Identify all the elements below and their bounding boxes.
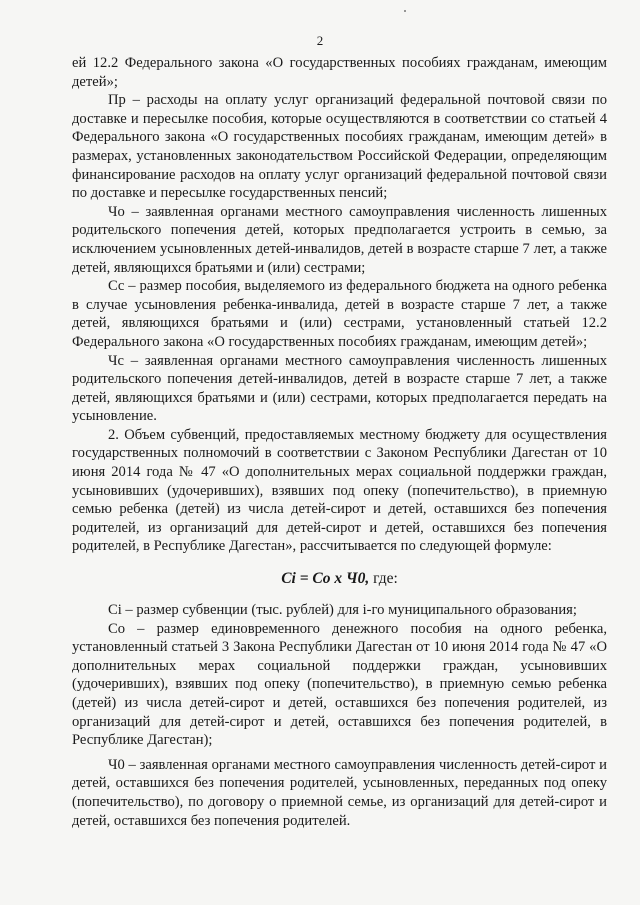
definition-ch0: Ч0 – заявленная органами местного самоуправления численность детей-сирот и детей, оставшихся без попечения родителей, усыновленных, переданных под опеку (попечительство), по договору о приемной семье, из организаций для детей-сирот и детей, оставшихся без попечения родителей.	[72, 756, 607, 829]
scan-speck	[404, 10, 406, 12]
paragraph-chc-definition: Чс – заявленная органами местного самоуправления численность лишенных родительского попечения детей-инвалидов, детей в возрасте старше 7 лет, а также детей, являющихся братьями и (или) сестрами, которых предполагается передать на усыновление.	[72, 352, 607, 425]
paragraph-section-2: 2. Объем субвенций, предоставляемых местному бюджету для осуществления государственных полномочий в соответствии с Законом Республики Дагестан от 10 июня 2014 года № 47 «О дополнительных мерах социальной поддержки граждан, усыновивших (удочеривших), взявших под опеку (попечительство), в приемную семью ребенка (детей) из числа детей-сирот и детей, оставшихся без попечения родителей, из организаций для детей-сирот и детей, оставшихся без попечения родителей, в Республике Дагестан», рассчитывается по следующей формуле:	[72, 426, 607, 555]
formula-expression: Ci = Co x Ч0,	[281, 570, 370, 588]
paragraph-continuation: ей 12.2 Федерального закона «О государственных пособиях гражданам, имеющим детей»;	[72, 55, 607, 90]
paragraph-cho-definition: Чо – заявленная органами местного самоуправления численность лишенных родительского попечения детей, которых предполагается устроить в семью, за исключением усыновленных детей-инвалидов, детей в возрасте старше 7 лет, а также детей, являющихся братьями и (или) сестрами;	[72, 203, 607, 276]
paragraph-pr-definition: Пр – расходы на оплату услуг организаций федеральной почтовой связи по доставке и пересылке пособия, которые осуществляются в соответствии со статьей 4 Федерального закона «О государственных пособиях гражданам, имеющим детей» в размерах, установленных законодательством Российской Федерации, определяющим финансирование расходов на оплату услуг организаций федеральной почтовой связи по доставке и пересылке государственных пенсий;	[72, 92, 607, 202]
definition-ci: Ci – размер субвенции (тыс. рублей) для i-го муниципального образования;	[108, 602, 577, 619]
page-number: 2	[316, 33, 324, 48]
paragraph-cc-definition: Сс – размер пособия, выделяемого из федерального бюджета на одного ребенка в случае усыновления ребенка-инвалида, детей в возрасте старше 7 лет, а также детей, являющихся братьями и (или) сестрами, установленный статьей 12.2 Федерального закона «О государственных пособиях гражданам, имеющим детей»;	[72, 278, 607, 350]
definition-co: Со – размер единовременного денежного пособия на одного ребенка, установленный статьей 3 Закона Республики Дагестан от 10 июня 2014 года № 47 «О дополнительных мерах социальной поддержки граждан, усыновивших (удочеривших), взявших под опеку (попечительство), в приемную семью ребенка (детей) из числа детей-сирот и детей, оставшихся без попечения родителей, из организаций для детей-сирот и детей, оставшихся без попечения родителей, в Республике Дагестан);	[72, 620, 607, 749]
formula-suffix: где:	[373, 570, 398, 588]
scan-speck	[480, 620, 481, 621]
formula	[72, 569, 607, 589]
